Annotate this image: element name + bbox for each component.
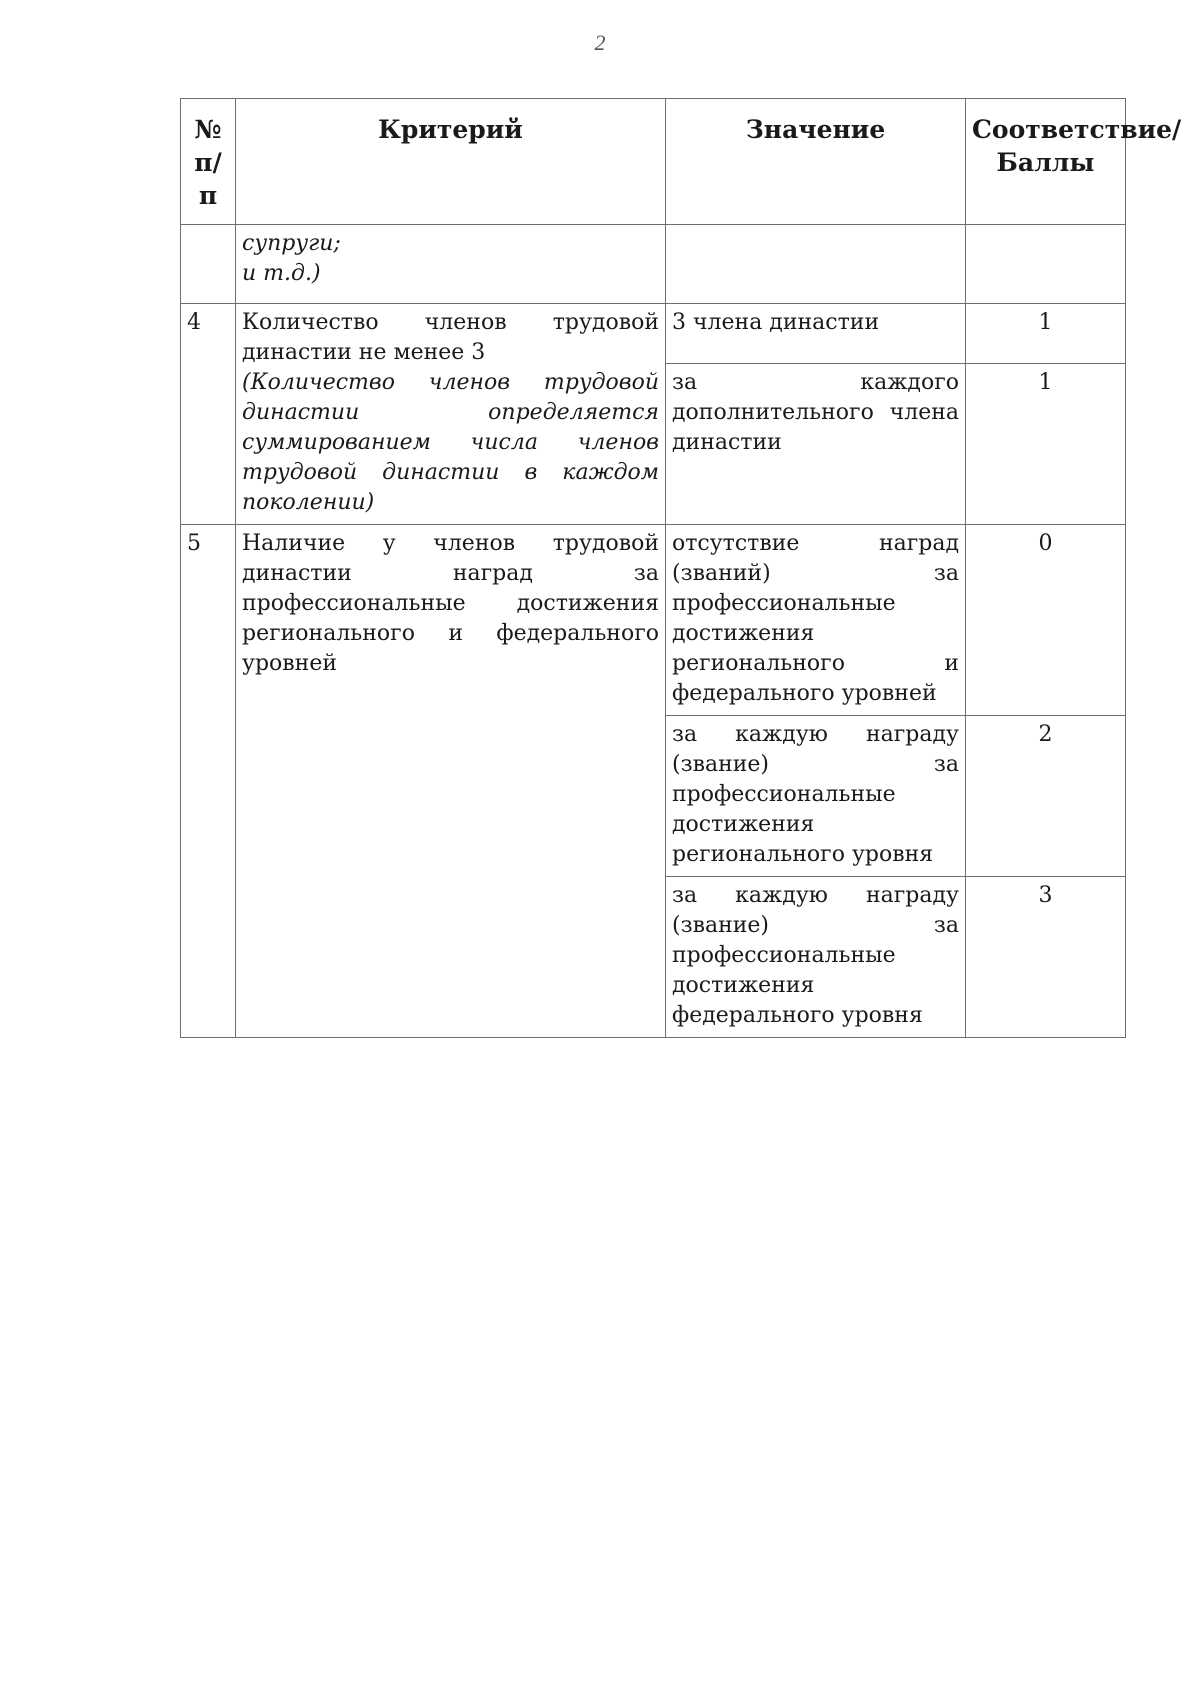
row4-value-1: 3 члена династии (666, 304, 966, 364)
header-value: Значение (666, 99, 966, 225)
table-header-row (181, 99, 1126, 225)
table-row-4a (181, 304, 1126, 364)
row4-value-2: за каждого дополнительного члена династии (666, 364, 966, 525)
row5-value-3: за каждую награду (звание) за профессиональные достижения федерального уровня (666, 877, 966, 1038)
criteria-table (180, 98, 1182, 1038)
cell-continuation-criterion (236, 225, 666, 304)
cell-value-empty (666, 225, 966, 304)
row5-value-1: отсутствие наград (званий) за профессиональные достижения регионального и федерального уровней (666, 525, 966, 716)
row4-criterion-note: (Количество членов трудовой династии определяется суммированием числа членов трудовой династии в каждом поколении) (242, 370, 659, 515)
row5-score-2: 2 (966, 716, 1126, 877)
table-row-continuation (181, 225, 1126, 304)
row4-score-2: 1 (966, 364, 1126, 525)
row5-value-2: за каждую награду (звание) за профессиональные достижения регионального уровня (666, 716, 966, 877)
continuation-line-2: и т.д.) (242, 261, 321, 286)
table-row-5a (181, 525, 1126, 716)
header-num: № п/п (181, 99, 236, 225)
row4-num: 4 (181, 304, 236, 525)
row5-score-3: 3 (966, 877, 1126, 1038)
row5-score-1: 0 (966, 525, 1126, 716)
row5-criterion: Наличие у членов трудовой династии наград за профессиональные достижения регионального и федерального уровней (236, 525, 666, 1038)
page-number: 2 (594, 30, 606, 55)
cell-num-empty (181, 225, 236, 304)
header-score: Соответствие/ Баллы (966, 99, 1126, 225)
row4-criterion (236, 304, 666, 525)
header-criterion: Критерий (236, 99, 666, 225)
continuation-line-1: супруги; (242, 231, 341, 256)
row4-score-1: 1 (966, 304, 1126, 364)
row5-num: 5 (181, 525, 236, 1038)
cell-score-empty (966, 225, 1126, 304)
row4-criterion-main: Количество членов трудовой династии не менее 3 (242, 310, 659, 365)
